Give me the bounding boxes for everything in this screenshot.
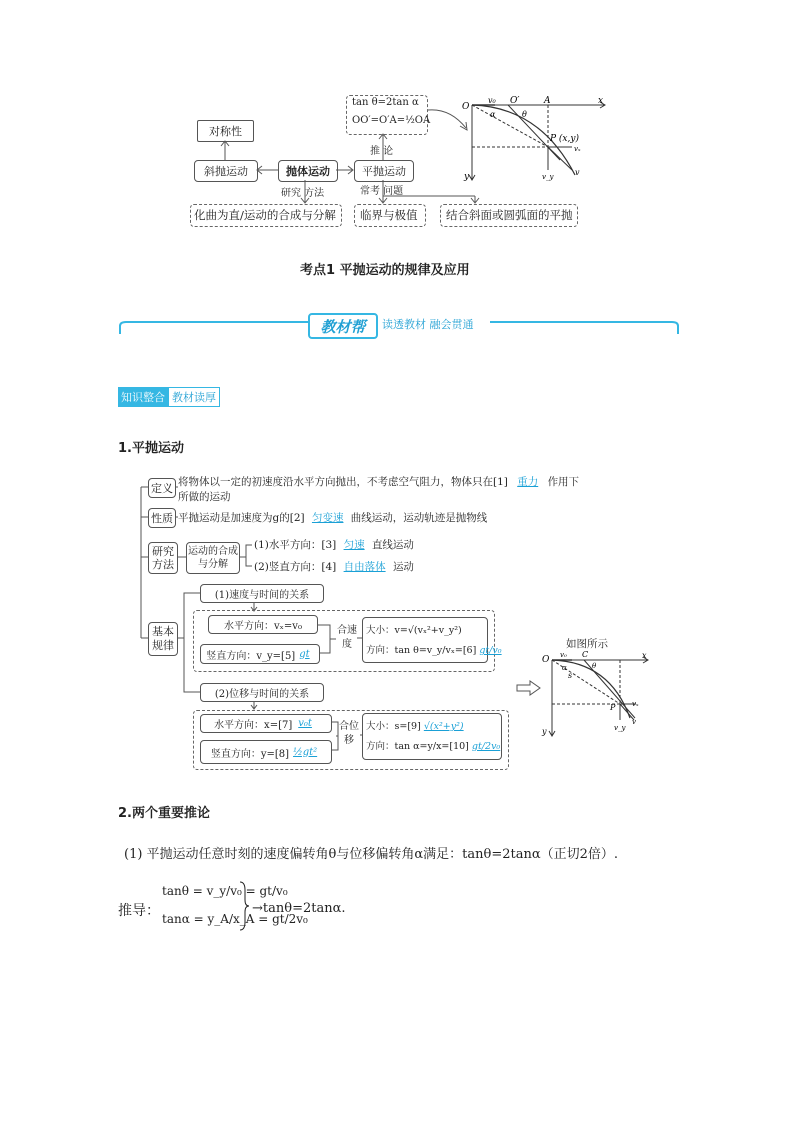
blank-3: 匀速 [343, 539, 365, 551]
fig-label-O: O [542, 655, 550, 665]
fig-label-y: y [542, 727, 547, 736]
banner-title: 教材帮 [308, 313, 378, 339]
heading-2: 2.两个重要推论 [118, 806, 210, 821]
velocity-direction: 方向：tan θ=v_y/vₓ=[6] gt/v₀ [366, 645, 502, 656]
fig-label-P: P [610, 703, 616, 712]
graph-label-vx: vₓ [574, 145, 581, 153]
graph-label-v0: v₀ [488, 96, 496, 105]
displacement-direction: 方向：tan α=y/x=[10] gt/2v₀ [366, 741, 501, 752]
def-label: 定义 [148, 478, 176, 498]
horizontal-box: 平抛运动 [354, 160, 414, 182]
research-method-label: 研究 方法 [281, 188, 325, 199]
graph-label-alpha: α [490, 110, 496, 119]
fig-label-theta: θ [592, 662, 597, 670]
blank-5: gt [299, 648, 310, 660]
prop-label: 性质 [148, 508, 176, 528]
fig-label-v: v [632, 718, 636, 726]
blank-8: ½gt² [293, 746, 318, 758]
mindmap-trajectory-graph [540, 648, 655, 740]
combine-displacement: 合位移 [339, 721, 359, 746]
velocity-title: (1)速度与时间的关系 [200, 584, 324, 603]
method-label: 研究方法 [148, 542, 178, 574]
def-line1: 将物体以一定的初速度沿水平方向抛出，不考虑空气阻力，物体只在[1] 重力 作用下 [178, 476, 580, 488]
symmetry-box: 对称性 [197, 120, 254, 142]
displacement-title: (2)位移与时间的关系 [200, 683, 324, 702]
blank-7: v₀t [298, 718, 312, 729]
blank-2: 匀变速 [311, 512, 344, 524]
derive-line-2: tanα = y_A/x_A = gt/2v₀ [162, 912, 308, 926]
blank-10: gt/2v₀ [471, 741, 501, 752]
method-line2: (2)竖直方向：[4] 自由落体 运动 [254, 561, 414, 573]
banner-subtitle: 读透教材 融会贯通 [382, 316, 478, 332]
graph-label-A: A [544, 96, 551, 106]
heading-1: 1.平抛运动 [118, 441, 184, 456]
blank-4: 自由落体 [343, 561, 386, 573]
oblique-box: 斜抛运动 [194, 160, 258, 182]
velocity-magnitude: 大小：v=√(vₓ²+v_y²) [366, 625, 462, 636]
right-arrow-icon [516, 680, 542, 696]
derive-result: →tanθ=2tanα. [252, 901, 346, 916]
dh-box: 水平方向：x=[7] v₀t [200, 714, 332, 733]
fig-label-vx: vₓ [632, 700, 639, 708]
fig-label-vy: v_y [614, 724, 626, 732]
graph-label-y: y [464, 172, 470, 182]
tag-left: 知识整合 [118, 387, 168, 407]
prop-line: 平抛运动是加速度为g的[2] 匀变速 曲线运动，运动轨迹是抛物线 [178, 512, 488, 524]
formula-line1: tan θ=2tan α [352, 97, 419, 108]
dv-box: 竖直方向：y=[8] ½gt² [200, 740, 332, 764]
graph-label-v: v [575, 168, 580, 177]
fig-label-x: x [642, 651, 647, 660]
fig-label-s: s [568, 671, 573, 680]
method-sub: 运动的合成与分解 [186, 542, 240, 574]
tag-right: 教材读厚 [168, 387, 220, 407]
inference-1: (1) 平抛运动任意时刻的速度偏转角θ与位移偏转角α满足：tanθ=2tanα（正切2倍）. [124, 847, 619, 862]
vh-box: 水平方向：vₓ=v₀ [208, 615, 318, 634]
projectile-box: 抛体运动 [278, 160, 338, 182]
graph-label-O: O [462, 102, 470, 112]
often-test-label: 常考 问题 [360, 186, 404, 197]
def-line2: 所做的运动 [178, 491, 231, 503]
vv-box: 竖直方向：v_y=[5] gt [200, 644, 320, 664]
figure-caption: 如图所示 [566, 638, 608, 650]
graph-label-Oprime: O′ [510, 96, 520, 106]
graph-label-theta: θ [522, 110, 527, 119]
fig-label-C: C [582, 650, 589, 659]
method-box-text: 化曲为直/运动的合成与分解 [194, 208, 336, 222]
fig-label-v0: v₀ [560, 651, 567, 659]
formula-line2: OO′=O′A=½OA [352, 115, 431, 126]
blank-1: 重力 [517, 476, 539, 488]
section-title: 考点1 平抛运动的规律及应用 [300, 263, 470, 278]
blank-9: √(x²+y²) [423, 721, 464, 732]
infer-label: 推 论 [370, 146, 394, 157]
critical-box-text: 临界与极值 [360, 208, 418, 222]
graph-label-x: x [598, 96, 604, 106]
displacement-magnitude: 大小：s=[9] √(x²+y²) [366, 721, 464, 732]
rule-label: 基本规律 [148, 622, 178, 656]
combine-velocity: 合速度 [337, 625, 357, 650]
derive-label: 推导： [118, 903, 160, 919]
graph-label-vy: v_y [542, 173, 554, 181]
method-line1: (1)水平方向：[3] 匀速 直线运动 [254, 539, 414, 551]
derive-brace [238, 880, 250, 932]
graph-label-P: P (x,y) [550, 134, 579, 144]
fig-label-alpha: α [562, 664, 567, 672]
derive-line-1: tanθ = v_y/v₀ = gt/v₀ [162, 884, 288, 898]
incline-box-text: 结合斜面或圆弧面的平抛 [446, 208, 573, 222]
blank-6: gt/v₀ [479, 645, 502, 656]
